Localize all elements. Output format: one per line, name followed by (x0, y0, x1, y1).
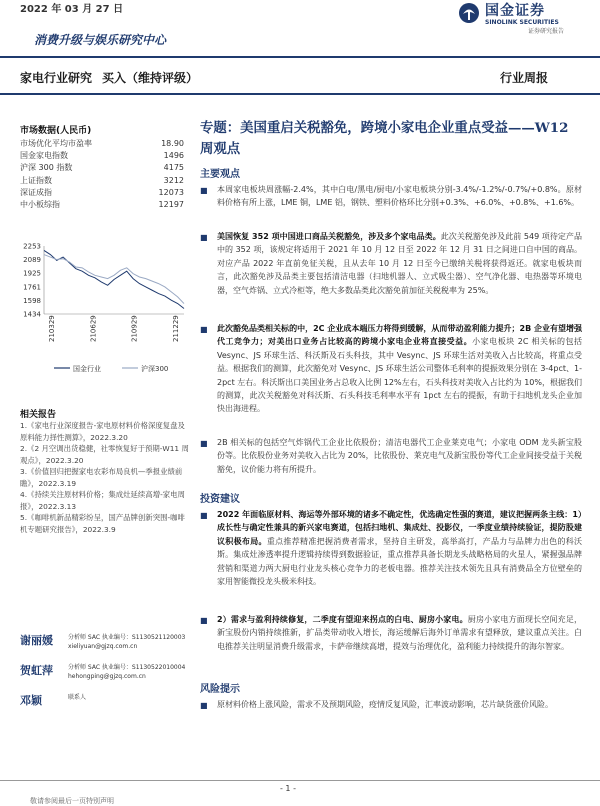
analyst-email[interactable]: hehongping@gjzq.com.cn (68, 673, 146, 680)
sinolink-logo-icon (458, 2, 480, 24)
logo-english: SINOLINK SECURITIES (485, 19, 559, 26)
market-label: 深证成指 (20, 187, 52, 197)
market-label: 国金家电指数 (20, 151, 68, 161)
point-text: 此次关税豁免涉及此前 549 项待定产品中的 352 项，该规定将适用于 2021 年 10 月 12 日至 2022 年 12 月 31 日之间进口自中国的商品。对应产品 2022 年直前免征关税，且从去年 10 月 12 日至今已缴纳关税将获得返还。就家电板块而言，此次豁免涉及品类主要包括清洁电器（扫地机器人、立式吸尘器）、空气净化器、电热器等环境电器，空气炸锅、立式冷柜等，绝大多数品类此次豁免前加征关税税率为 25%。 (217, 232, 582, 295)
y-tick-label: 2089 (23, 256, 41, 265)
market-value: 12073 (158, 187, 184, 197)
related-report-item[interactable]: 4.《持续关注原材料价格；集成灶延续高增-家电周报》，2022.3.13 (20, 490, 185, 511)
bullet-point (200, 613, 582, 653)
risk-heading: 风险提示 (200, 684, 240, 695)
logo-chinese: 国金证券 (485, 3, 545, 19)
x-tick-label: 211229 (172, 315, 180, 342)
market-label: 沪深 300 指数 (20, 163, 73, 173)
report-type: 行业周报 (500, 71, 549, 85)
market-label: 上证指数 (20, 175, 52, 185)
market-row (20, 150, 184, 162)
market-row (20, 162, 184, 174)
series-line (44, 250, 184, 308)
y-tick-label: 2253 (23, 242, 41, 251)
bullet-square-icon: ■ (200, 701, 208, 710)
x-tick-label: 210629 (89, 315, 98, 342)
y-tick-label: 1598 (23, 296, 41, 305)
point-lead: 2）需求与盈利持续修复，二季度有望迎来拐点的白电、厨房小家电。 (217, 615, 468, 624)
related-reports-title: 相关报告 (20, 410, 57, 420)
point-lead: 2022 年面临原材料、海运等外部环境的诸多不确定性，优选确定性强的赛道，建议把握两条主线：1）成长性与确定性兼具的新兴家电赛道，包括扫地机、集成灶、投影仪，一季度业绩持续验证，提防股建议积极布局。 (217, 510, 582, 546)
market-value: 12197 (158, 199, 184, 209)
market-data-table (20, 138, 184, 211)
index-chart (14, 240, 194, 380)
header-top-rule (0, 56, 600, 58)
y-tick-label: 1761 (23, 283, 41, 292)
point-text: 厨房小家电方面现长空间充足，新宝股份内销持续推新，扩品类带动收入增长，海运缓解后海外订单需求有望释放，建议重点关注。白电推荐关注明显消费升级需求，卡萨帝继续高增，提效与治理优化，盈利能力持续提升的海尔智家。 (217, 615, 582, 651)
analyst-license: 联系人 (68, 694, 87, 701)
market-data-title: 市场数据(人民币) (20, 126, 92, 136)
analyst-license: 分析师 SAC 执业编号：S1130521120003 (68, 634, 186, 641)
market-value: 1496 (163, 151, 184, 161)
bullet-square-icon: ■ (200, 439, 208, 448)
point-text: 2B 相关标的包括空气炸锅代工企业比依股份；清洁电器代工企业莱克电气；小家电 ODM 龙头新宝股份等。比依股份业务对美收入占比为 20%，比依股份、莱克电气及新宝股份等代工企业间接受益于关税豁免，议价能力将有所提升。 (217, 438, 582, 474)
point-text: 本周家电板块周涨幅-2.4%，其中白电/黑电/厨电/小家电板块分别-3.4%/-1.2%/-0.7%/+0.8%。原材料价格有所上涨，LME 铜，LME 铝，钢铁、塑料价格环比分别+0.3%、+6.0%、+0.8%、+1.6%。 (217, 185, 582, 208)
market-value: 4175 (163, 163, 184, 173)
market-row (20, 187, 184, 199)
market-label: 市场优化平均市盈率 (20, 139, 92, 148)
main-points-heading: 主要观点 (200, 169, 240, 180)
logo-subtitle: 证券研究报告 (528, 28, 565, 35)
y-tick-label: 1434 (23, 310, 41, 319)
footer-rule (0, 780, 600, 781)
analyst-email[interactable]: xieliyuan@gjzq.com.cn (68, 643, 138, 650)
point-lead: 此次豁免品类相关标的中，2C 企业成本端压力将得到缓解，从而带动盈利能力提升；2B 企业有望增强代工竞争力；对美出口业务占比较高的跨境小家电企业将直接受益。 (217, 324, 582, 347)
bullet-square-icon: ■ (200, 233, 208, 242)
report-title: 专题：美国重启关税豁免，跨境小家电企业重点受益——W12 周观点 (200, 120, 569, 157)
point-lead: 美国恢复 352 项中国进口商品关税豁免，涉及多个家电品类。 (217, 232, 441, 241)
market-row (20, 175, 184, 187)
bullet-point (200, 322, 582, 416)
market-value: 3212 (163, 175, 184, 185)
sinolink-logo (458, 0, 578, 36)
market-label: 中小板综指 (20, 199, 60, 209)
industry-label: 家电行业研究 (20, 71, 93, 85)
related-reports-list (20, 420, 190, 535)
disclaimer: 敬请参阅最后一页特别声明 (30, 797, 114, 805)
legend-label: 沪深300 (141, 365, 169, 373)
related-report-item[interactable]: 2.《2 月空调出货稳健，社零恢复好于预期-W11 周观点》，2022.3.20 (20, 444, 189, 465)
x-tick-label: 210929 (130, 315, 139, 342)
rating-line (20, 69, 208, 86)
market-value: 18.90 (161, 139, 184, 148)
related-report-item[interactable]: 1.《家电行业深度报告-家电原材料价格深度复盘及原料能力择性测算》，2022.3.20 (20, 421, 185, 442)
point-text: 原材料价格上涨风险，需求不及预期风险，疫情反复风险，汇率波动影响，芯片缺货涨价风险。 (217, 700, 553, 709)
header-bottom-rule (0, 93, 600, 95)
legend-label: 国金行业 (73, 365, 101, 373)
bullet-point (200, 698, 582, 711)
bullet-point (200, 508, 582, 588)
bullet-point (200, 436, 582, 476)
bullet-point (200, 183, 582, 210)
related-report-item[interactable]: 3.《价值回归把握家电农彩布局良机—季报业绩前瞻》，2022.3.19 (20, 467, 183, 488)
research-center-name: 消费升级与娱乐研究中心 (34, 33, 167, 47)
bullet-square-icon: ■ (200, 616, 208, 625)
market-row (20, 199, 184, 211)
report-date: 2022 年 03 月 27 日 (20, 4, 124, 15)
analyst-name: 谢丽媛 (20, 634, 53, 647)
analyst-license: 分析师 SAC 执业编号：S1130522010004 (68, 664, 186, 671)
market-row (20, 138, 184, 150)
point-text: 小家电板块 2C 相关标的包括 Vesync、JS 环球生活、科沃斯及石头科技，其中 Vesync、JS 环球生活对美收入占比较高，将重点受益。根据我们的测算，此次豁免对 Vesync、JS 环球生活公司整体毛利率的提振效果分别在 3-4pct、1-2pct 左右。科沃斯出口美国业务占总收入比例 12%左右，石头科技对美收入占比约为 10%，根据我们的测算，此次关税豁免对科沃斯、石头科技毛利率水平有 1pct 左右的提振，有助于扫地机龙头企业加快出海进程。 (217, 337, 582, 414)
page-number: - 1 - (280, 784, 296, 793)
point-text: 重点推荐精准把握消费者需求，坚持自主研发，高举高打，产品力与品牌力出色的科沃斯。集成灶渗透率提升逻辑持续得到数据验证，重点推荐具备长期龙头战略格局的火星人，紧握强品牌营销和渠道力两大厨电行业龙头核心竞争力的老板电器。推荐关注技术领先且具有消费品全方位壁垒的家用智能微投龙头极米科技。 (217, 536, 583, 587)
rating-label: 买入（维持评级） (102, 71, 199, 85)
bullet-square-icon: ■ (200, 511, 208, 520)
related-report-item[interactable]: 5.《咖啡机新品精彩纷呈，国产品牌创新突围-咖啡机专题研究报告》，2022.3.9 (20, 513, 185, 534)
x-tick-label: 210329 (48, 315, 56, 342)
y-tick-label: 1925 (23, 269, 41, 278)
analyst-name: 贺虹萍 (20, 664, 53, 677)
analyst-name: 邓颖 (20, 694, 42, 707)
bullet-square-icon: ■ (200, 186, 208, 195)
investment-heading: 投资建议 (200, 494, 240, 505)
bullet-point (200, 230, 582, 297)
bullet-square-icon: ■ (200, 325, 208, 334)
